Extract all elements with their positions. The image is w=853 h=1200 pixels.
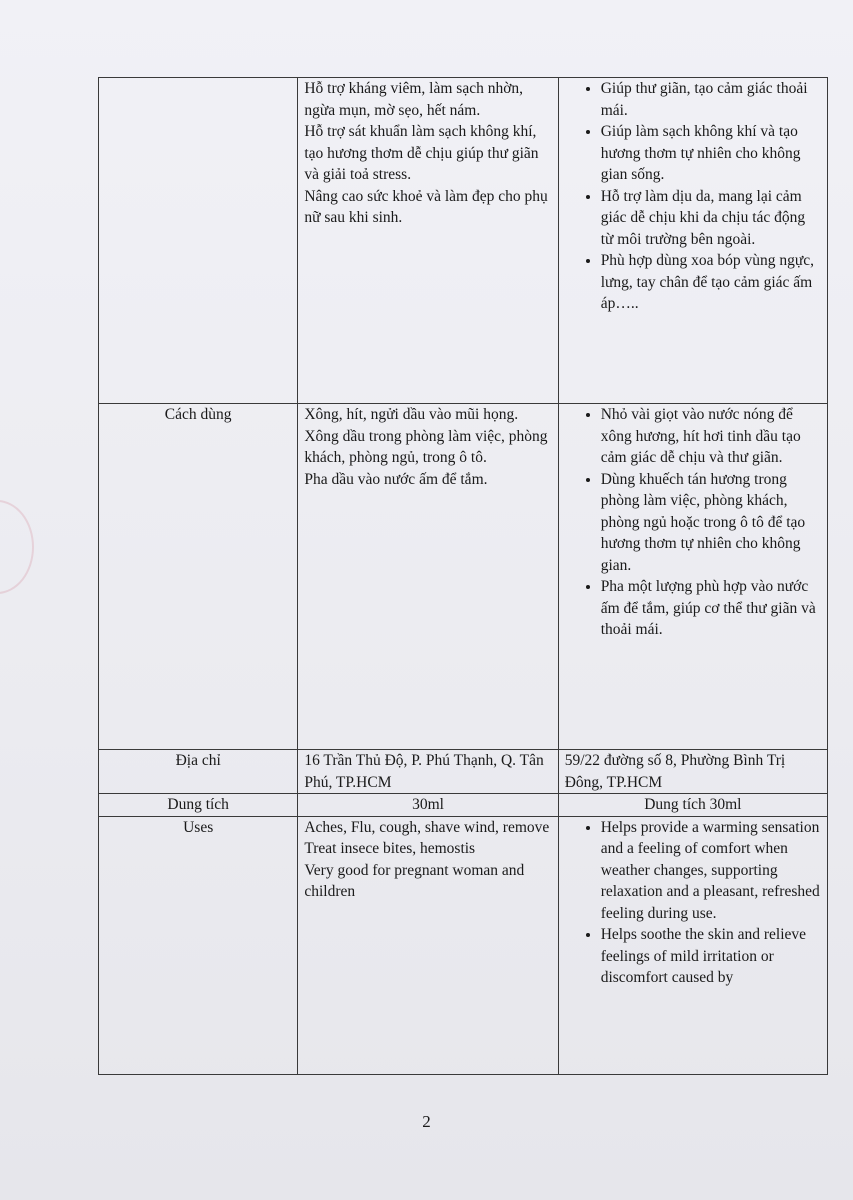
list-item: • Helps soothe the skin and relieve feelings of mild irritation or discomfort caused by <box>601 924 821 989</box>
list-item: • Helps provide a warming sensation and a feeling of comfort when weather changes, supporting relaxation and a pleasant, refreshed feeling during use. <box>601 817 821 925</box>
text-line: Treat insece bites, hemostis <box>304 840 476 857</box>
list-item: • Dùng khuếch tán hương trong phòng làm việc, phòng khách, phòng ngủ hoặc trong ô tô để tạo hương thơm tự nhiên cho không gian. <box>601 469 821 577</box>
table-row-uses <box>99 816 828 1074</box>
product2-uses-cell <box>558 816 827 1074</box>
text-line: Aches, Flu, cough, shave wind, remove <box>304 818 550 836</box>
text-line: Hỗ trợ sát khuẩn làm sạch không khí, tạo hương thơm dễ chịu giúp thư giãn và giải toả stress. <box>304 123 539 183</box>
row-label-uses: Uses <box>99 816 298 1074</box>
product1-usage-cell <box>298 404 558 750</box>
list-item: • Nhỏ vài giọt vào nước nóng để xông hương, hít hơi tinh dầu tạo cảm giác dễ chịu và thư giãn. <box>601 404 821 469</box>
product1-effects-cell <box>298 78 558 404</box>
red-stamp-edge <box>0 500 34 594</box>
comparison-table <box>98 77 828 1075</box>
text-line: Nâng cao sức khoẻ và làm đẹp cho phụ nữ sau khi sinh. <box>304 187 548 226</box>
table-row-volume <box>99 794 828 817</box>
row-label-usage: Cách dùng <box>99 404 298 750</box>
page-number: 2 <box>422 1112 431 1131</box>
product2-address-cell: 59/22 đường số 8, Phường Bình Trị Đông, TP.HCM <box>558 750 827 794</box>
list-item: • Giúp làm sạch không khí và tạo hương thơm tự nhiên cho không gian sống. <box>601 121 821 186</box>
text-line: Xông dầu trong phòng làm việc, phòng khách, phòng ngủ, trong ô tô. <box>304 427 548 466</box>
text-line: Pha dầu vào nước ấm để tắm. <box>304 470 488 488</box>
product2-volume-cell: Dung tích 30ml <box>558 794 827 817</box>
product1-volume-cell: 30ml <box>298 794 558 817</box>
product1-address-cell: 16 Trần Thủ Độ, P. Phú Thạnh, Q. Tân Phú, TP.HCM <box>298 750 558 794</box>
table-row-address <box>99 750 828 794</box>
list-item: • Pha một lượng phù hợp vào nước ấm để tắm, giúp cơ thể thư giãn và thoải mái. <box>601 576 821 641</box>
list-item: • Giúp thư giãn, tạo cảm giác thoải mái. <box>601 78 821 121</box>
table-row-usage <box>99 404 828 750</box>
product2-effects-cell <box>558 78 827 404</box>
list-item: • Hỗ trợ làm dịu da, mang lại cảm giác dễ chịu khi da chịu tác động từ môi trường bên ngoài. <box>601 186 821 251</box>
row-label-effects <box>99 78 298 404</box>
text-line: Hỗ trợ kháng viêm, làm sạch nhờn, ngừa mụn, mờ sẹo, hết nám. <box>304 80 524 119</box>
product1-uses-cell <box>298 816 558 1074</box>
row-label-volume: Dung tích <box>99 794 298 817</box>
row-label-address: Địa chỉ <box>99 750 298 794</box>
product2-usage-cell <box>558 404 827 750</box>
text-line: Very good for pregnant woman and children <box>304 861 525 900</box>
list-item: • Phù hợp dùng xoa bóp vùng ngực, lưng, tay chân để tạo cảm giác ấm áp….. <box>601 250 821 315</box>
text-line: Xông, hít, ngửi dầu vào mũi họng. <box>304 406 519 423</box>
table-row-effects <box>99 78 828 404</box>
